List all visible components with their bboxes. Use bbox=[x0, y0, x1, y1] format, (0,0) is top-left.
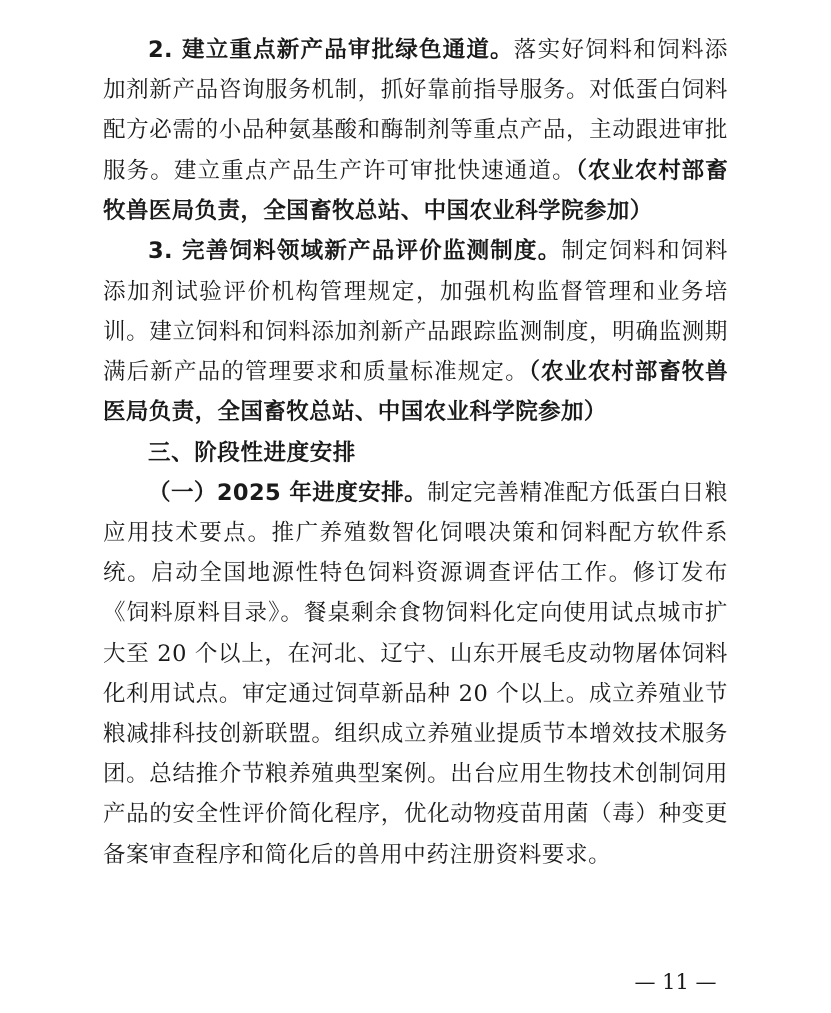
section-3-paragraph bbox=[103, 231, 728, 432]
document-page bbox=[103, 30, 728, 875]
stage-2025-lead: （一）2025 年进度安排。 bbox=[148, 479, 428, 506]
section-2-paragraph bbox=[103, 30, 728, 231]
page-number: — 11 — bbox=[634, 970, 717, 994]
section-3-lead: 3. 完善饲料领域新产品评价监测制度。 bbox=[148, 238, 562, 265]
section-3-responsibility: （农业农村部畜牧兽医局负责，全国畜牧总站、中国农业科学院参加） bbox=[103, 358, 728, 426]
stage-2025-paragraph bbox=[103, 473, 728, 875]
section-2-body: 落实好饲料和饲料添加剂新产品咨询服务机制，抓好靠前指导服务。对低蛋白饲料配方必需的小品种氨基酸和酶制剂等重点产品，主动跟进审批服务。建立重点产品生产许可审批快速通道。 bbox=[103, 37, 728, 184]
section-heading: 三、阶段性进度安排 bbox=[148, 439, 356, 466]
section-3-body: 制定饲料和饲料添加剂试验评价机构管理规定，加强机构监督管理和业务培训。建立饲料和饲料添加剂新产品跟踪监测制度，明确监测期满后新产品的管理要求和质量标准规定。 bbox=[103, 238, 729, 385]
stage-2025-body: 制定完善精准配方低蛋白日粮应用技术要点。推广养殖数智化饲喂决策和饲料配方软件系统。启动全国地源性特色饲料资源调查评估工作。修订发布《饲料原料目录》。餐桌剩余食物饲料化定向使用试点城市扩大至 20 个以上，在河北、辽宁、山东开展毛皮动物屠体饲料化利用试点。审定通过饲草新品种 20 个以上。成立养殖业节粮减排科技创新联盟。组织成立养殖业提质节本增效技术服务团。总结推介节粮养殖典型案例。出台应用生物技术创制饲用产品的安全性评价简化程序，优化动物疫苗用菌（毒）种变更备案审查程序和简化后的兽用中药注册资料要求。 bbox=[103, 479, 728, 868]
section-2-lead: 2. 建立重点新产品审批绿色通道。 bbox=[148, 37, 514, 63]
section-2-responsibility: （农业农村部畜牧兽医局负责，全国畜牧总站、中国农业科学院参加） bbox=[103, 157, 728, 224]
